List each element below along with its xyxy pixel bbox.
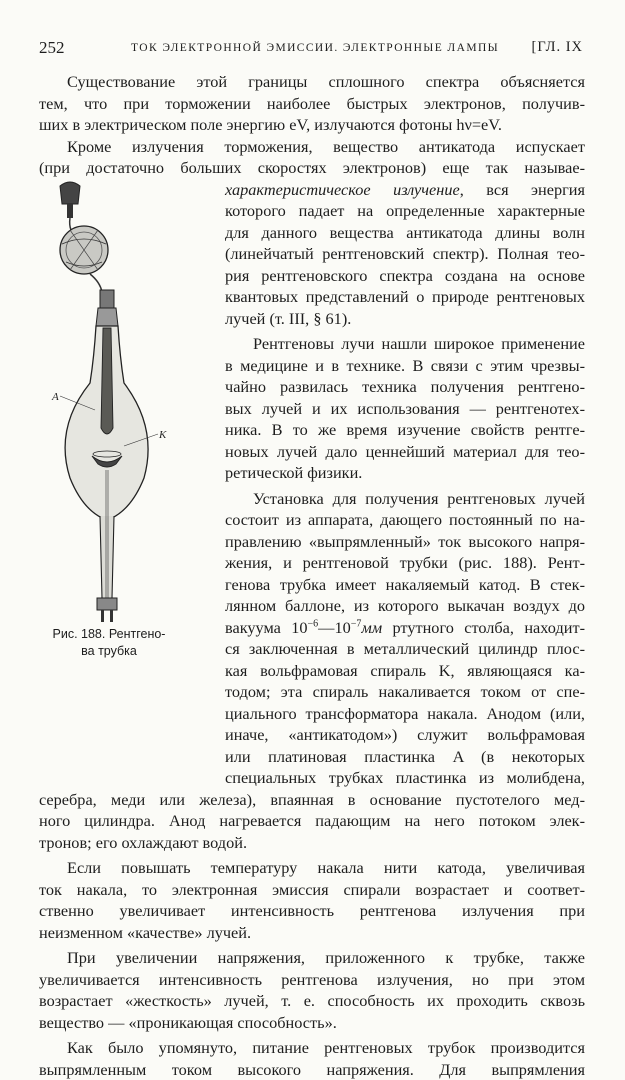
text-line: тронов; его охлаждают водой. <box>39 832 585 854</box>
text-line: правлению «выпрямленный» ток высокого напря- <box>225 531 585 553</box>
figure-caption <box>40 626 178 660</box>
text-line: рия рентгеновского спектра создана на основе <box>225 265 585 287</box>
text-line: При увеличении напряжения, приложенного к трубке, также <box>39 947 585 969</box>
label-k: К <box>158 429 167 441</box>
text-line: специальных трубках пластинка из молибдена, <box>225 767 585 789</box>
text-line: генова трубка имеет накаляемый катод. В стек- <box>225 574 585 596</box>
text-line: ственно увеличивает интенсивность рентгенова излучения при <box>39 900 585 922</box>
text-line: новых лучей дало ценнейший материал для тео- <box>225 441 585 463</box>
text-line: иначе, «антикатодом») служит вольфрамовая <box>225 724 585 746</box>
text-line: лучей (т. III, § 61). <box>225 308 585 330</box>
text-line-vacuum: вакуума $10^{-6}—10^{-7}мм$ ртутного столба, находит- <box>225 617 585 639</box>
caption-line: ва трубка <box>40 643 178 660</box>
text-line: (линейчатый рентгеновский спектр). Полная тео- <box>225 243 585 265</box>
text-line: для данного вещества антикатода длины волн <box>225 222 585 244</box>
text-line: неизменном «качестве» лучей. <box>39 922 585 944</box>
text-line: чайно развилась техника получения рентгено- <box>225 376 585 398</box>
text-line: Установка для получения рентгеновых лучей <box>225 488 585 510</box>
text-line: квантовых представлений о природе рентгеновых <box>225 286 585 308</box>
text-line: Если повышать температуру накала нити катода, увеличивая <box>39 857 585 879</box>
caption-line: Рис. 188. Рентгено- <box>40 626 178 643</box>
text-line: тодом; эта спираль накаливается током от спе- <box>225 681 585 703</box>
text-line: или платиновая пластинка A (в некоторых <box>225 746 585 768</box>
page-header <box>39 38 583 62</box>
text-line: (при достаточно больших скоростях электронов) еще так называе- <box>39 157 585 179</box>
text-line: Существование этой границы сплошного спектра объясняется <box>39 71 585 93</box>
text-line: Как было упомянуто, питание рентгеновых трубок производится <box>39 1037 585 1059</box>
text-line: ток накала, то электронная эмиссия спирали возрастает и соответ- <box>39 879 585 901</box>
text-line: циального трансформатора накала. Анодом (или, <box>225 703 585 725</box>
text-line: ших в электрическом поле энергию eV, излучаются фотоны hν=eV. <box>39 114 585 136</box>
chapter-label: [ГЛ. IX <box>531 39 583 56</box>
text-line: кая вольфрамовая спираль K, являющаяся ка- <box>225 660 585 682</box>
text-line: вых лучей и их использования — рентгенотех- <box>225 398 585 420</box>
text-line: тем, что при торможении наиболее быстрых электронов, получив- <box>39 93 585 115</box>
text-line: Кроме излучения торможения, вещество антикатода испускает <box>39 136 585 158</box>
text-line: возрастает «жесткость» лучей, т. е. способность их проходить сквозь <box>39 990 585 1012</box>
text-line: ся заключенная в металлический цилиндр плос- <box>225 638 585 660</box>
text-line: ника. В то же время изучение свойств рентге- <box>225 419 585 441</box>
label-a: А <box>51 391 59 403</box>
text-line: состоит из аппарата, дающего постоянный по на- <box>225 509 585 531</box>
term-characteristic-radiation: характеристическое излучение <box>225 180 460 199</box>
text-line: вещество — «проникающая способность». <box>39 1012 585 1034</box>
text-line: ного цилиндра. Анод нагревается падающим на него потоком элек- <box>39 810 585 832</box>
xray-tube-figure <box>40 178 175 660</box>
xray-tube-drawing <box>40 178 175 628</box>
text-line: жения, и рентгеновой трубки (рис. 188). Рент- <box>225 552 585 574</box>
text-line: которого падает на определенные характерные <box>225 200 585 222</box>
text-line: увеличивается интенсивность рентгенова излучения, но при этом <box>39 969 585 991</box>
text-line: серебра, меди или железа), впаянная в основание пустотелого мед- <box>39 789 585 811</box>
running-title: ТОК ЭЛЕКТРОННОЙ ЭМИССИИ. ЭЛЕКТРОННЫЕ ЛАМПЫ <box>131 42 499 54</box>
text-line: выпрямленным током высокого напряжения. Для выпрямления <box>39 1059 585 1080</box>
text-line: Рентгеновы лучи нашли широкое применение <box>225 333 585 355</box>
page-number: 252 <box>39 38 65 58</box>
text-line: ретической физики. <box>225 462 585 484</box>
text-line: характеристическое излучение, вся энергия <box>225 179 585 201</box>
text-line: лянном баллоне, из которого выкачан воздух до <box>225 595 585 617</box>
text-line: в медицине и в технике. В связи с этим чрезвы- <box>225 355 585 377</box>
